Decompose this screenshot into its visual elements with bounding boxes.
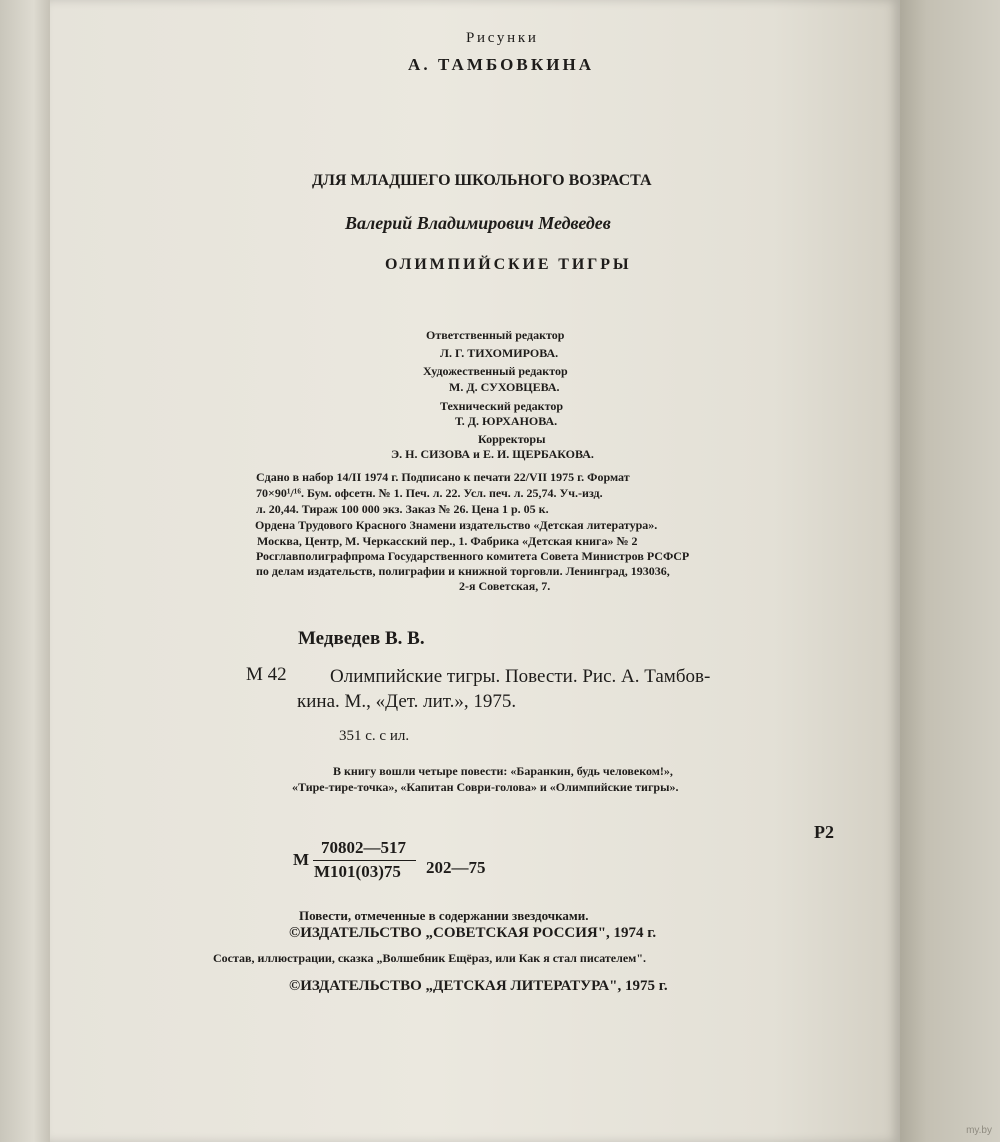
imprint-line: л. 20,44. Тираж 100 000 экз. Заказ № 26. Цена 1 р. 05 к. <box>256 502 549 516</box>
catalog-index: М 42 <box>246 664 287 685</box>
right-page-edge <box>895 0 1000 1142</box>
tech-editor-name: Т. Д. ЮРХАНОВА. <box>455 414 558 428</box>
catalog-description-2: кина. М., «Дет. лит.», 1975. <box>297 691 517 712</box>
copyright-line-2: ©ИЗДАТЕЛЬСТВО „ДЕТСКАЯ ЛИТЕРАТУРА", 1975 г. <box>289 978 668 994</box>
watermark: my.by <box>966 1125 992 1136</box>
catalog-annotation-1: В книгу вошли четыре повести: «Баранкин, будь человеком!», <box>333 764 673 778</box>
correctors-names: Э. Н. СИЗОВА и Е. И. ЩЕРБАКОВА. <box>391 447 594 461</box>
art-editor-name: М. Д. СУХОВЦЕВА. <box>449 380 560 394</box>
imprint-line: Росглавполиграфпрома Государственного комитета Совета Министров РСФСР <box>256 549 690 563</box>
imprint-line: Сдано в набор 14/II 1974 г. Подписано к печати 22/VII 1975 г. Формат <box>256 470 630 484</box>
left-page-edge <box>0 0 56 1142</box>
art-editor-role: Художественный редактор <box>423 364 568 378</box>
tech-editor-role: Технический редактор <box>440 399 564 413</box>
composition-line: Состав, иллюстрации, сказка „Волшебник Ещёраз, или Как я стал писателем". <box>213 951 647 965</box>
code-prefix: М <box>293 850 310 869</box>
resp-editor-name: Л. Г. ТИХОМИРОВА. <box>440 346 559 360</box>
correctors-role: Корректоры <box>478 432 546 446</box>
book-title: ОЛИМПИЙСКИЕ ТИГРЫ <box>385 256 632 273</box>
illustrations-artist: А. ТАМБОВКИНА <box>408 55 595 74</box>
imprint-line: по делам издательств, полиграфии и книжной торговли. Ленинград, 193036, <box>256 564 670 578</box>
catalog-pages: 351 с. с ил. <box>339 728 410 744</box>
catalog-author-heading: Медведев В. В. <box>298 628 425 649</box>
fraction-line <box>313 860 416 861</box>
audience-line: ДЛЯ МЛАДШЕГО ШКОЛЬНОГО ВОЗРАСТА <box>312 172 652 189</box>
code-denominator: М101(03)75 <box>314 862 401 881</box>
catalog-classification: Р2 <box>814 822 834 842</box>
imprint-line: 70×90¹/¹⁶. Бум. офсетн. № 1. Печ. л. 22. Усл. печ. л. 25,74. Уч.-изд. <box>256 486 603 500</box>
imprint-line: Москва, Центр, М. Черкасский пер., 1. Фабрика «Детская книга» № 2 <box>257 534 638 548</box>
code-suffix: 202—75 <box>426 858 486 877</box>
catalog-annotation-2: «Тире-тире-точка», «Капитан Соври-голова» и «Олимпийские тигры». <box>292 780 679 794</box>
copyright-note: Повести, отмеченные в содержании звездочками. <box>299 908 589 923</box>
code-numerator: 70802—517 <box>321 838 406 857</box>
illustrations-label: Рисунки <box>466 30 539 46</box>
imprint-line: Ордена Трудового Красного Знамени издательство «Детская литература». <box>255 518 658 532</box>
imprint-line: 2-я Советская, 7. <box>459 579 551 593</box>
catalog-description-1: Олимпийские тигры. Повести. Рис. А. Тамбов- <box>330 666 711 687</box>
author-name: Валерий Владимирович Медведев <box>345 213 611 233</box>
copyright-line-1: ©ИЗДАТЕЛЬСТВО „СОВЕТСКАЯ РОССИЯ", 1974 г. <box>289 925 657 941</box>
resp-editor-role: Ответственный редактор <box>426 328 565 342</box>
